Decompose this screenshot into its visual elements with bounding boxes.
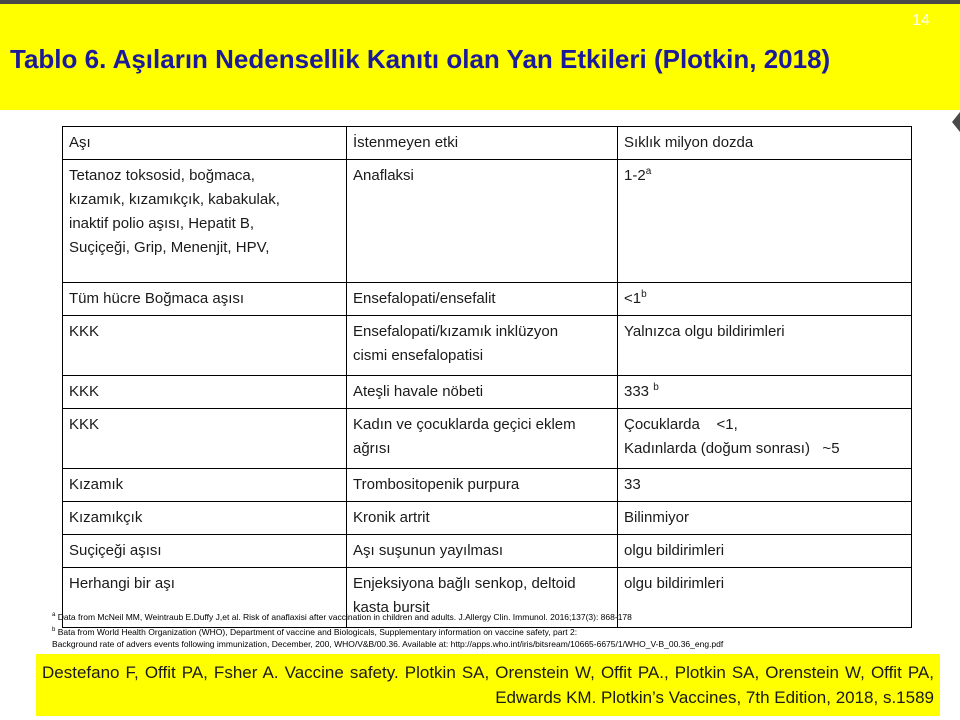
cell-etki	[347, 409, 618, 469]
cell-line: Ensefalopati/kızamık inklüzyon	[353, 323, 559, 340]
cell-line: kızamık, kızamıkçık, kabakulak,	[69, 191, 280, 208]
cell-asi: KKK	[63, 376, 347, 409]
footnote-a: $^a$ Data from McNeil MM, Weintraub E.Duffy J,et al. Risk of anaflaxisi after vaccination in children and adults. J.Allergy Clin. Immunol. 2016;137(3): 868-178	[52, 612, 632, 622]
cell-etki: Trombositopenik purpura	[347, 469, 618, 502]
table-row	[63, 316, 912, 376]
cell-siklik: Bilinmiyor	[618, 502, 912, 535]
table-row	[63, 469, 912, 502]
footnote-mark: b	[641, 289, 647, 300]
corner-arrow-icon	[952, 112, 960, 132]
cell-line: kasta bursit	[353, 599, 430, 616]
footnote-b: $^b$ Bata from World Health Organization (WHO), Department of vaccine and Biologicals, Supplementary information on vaccine safety, part 2:	[52, 627, 578, 637]
slide-title: Tablo 6. Aşıların Nedensellik Kanıtı olan Yan Etkileri (Plotkin, 2018)	[10, 44, 831, 74]
cell-etki: Kronik artrit	[347, 502, 618, 535]
cell-line: Kadınlarda (doğum sonrası) ~5	[624, 440, 840, 457]
side-effects-table	[62, 126, 912, 628]
cell-asi: Kızamıkçık	[63, 502, 347, 535]
table-header-row	[63, 127, 912, 160]
cell-siklik: olgu bildirimleri	[618, 535, 912, 568]
footnote-mark: b	[653, 382, 659, 393]
cell-line: inaktif polio aşısı, Hepatit B,	[69, 215, 255, 232]
cell-line: Enjeksiyona bağlı senkop, deltoid	[353, 575, 576, 592]
table-row	[63, 283, 912, 316]
cell-asi: Kızamık	[63, 469, 347, 502]
table-row	[63, 376, 912, 409]
cell-etki: Aşı suşunun yayılması	[347, 535, 618, 568]
footnote-mark: a	[645, 166, 652, 177]
cell-etki: Anaflaksi	[347, 160, 618, 283]
cell-asi: Suçiçeği aşısı	[63, 535, 347, 568]
cell-asi: KKK	[63, 409, 347, 469]
cell-line: Suçiçeği, Grip, Menenjit, HPV,	[69, 239, 270, 256]
cell-siklik: 1-2$^a$	[618, 160, 912, 283]
cell-siklik: Yalnızca olgu bildirimleri	[618, 316, 912, 376]
cell-etki	[347, 316, 618, 376]
cell-asi: Tüm hücre Boğmaca aşısı	[63, 283, 347, 316]
cell-line: Çocuklarda <1,	[624, 416, 738, 433]
table-row	[63, 409, 912, 469]
table-row	[63, 535, 912, 568]
cell-siklik: olgu bildirimleri	[618, 568, 912, 628]
cell-siklik: $<1^b$	[618, 283, 912, 316]
cell-line: cismi ensefalopatisi	[353, 347, 484, 364]
cell-siklik: 333 $^b$	[618, 376, 912, 409]
cell-asi: Herhangi bir aşı	[63, 568, 347, 628]
header-asi: Aşı	[63, 127, 347, 160]
cell-siklik: 33	[618, 469, 912, 502]
header-istenmeyen-etki: İstenmeyen etki	[347, 127, 618, 160]
cell-etki: Ateşli havale nöbeti	[347, 376, 618, 409]
slide-header	[0, 4, 960, 110]
cell-line: Kadın ve çocuklarda geçici eklem	[353, 416, 576, 433]
table-row	[63, 502, 912, 535]
cell-line: Tetanoz toksosid, boğmaca,	[69, 167, 255, 184]
slide-number: 14	[912, 12, 930, 29]
citation-text: Destefano F, Offit PA, Fsher A. Vaccine safety. Plotkin SA, Orenstein W, Offit PA., Plotkin SA, Orenstein W, Offit PA, Edwards KM. Plotkin’s Vaccines, 7th Edition, 2018, s.1589	[42, 663, 934, 707]
citation-box	[36, 654, 940, 716]
footnote-b-continued: Background rate of advers events following immunization, December, 200, WHO/V&B/00.36. Available at: http://apps.who.int/iris/bitsream/10665-6675/1/WHO_V-B_00.36_eng.pdf	[52, 639, 724, 649]
cell-siklik	[618, 409, 912, 469]
table-row	[63, 160, 912, 283]
header-siklik: Sıklık milyon dozda	[618, 127, 912, 160]
cell-asi: KKK	[63, 316, 347, 376]
cell-etki: Ensefalopati/ensefalit	[347, 283, 618, 316]
cell-line: ağrısı	[353, 440, 391, 457]
cell-asi	[63, 160, 347, 283]
